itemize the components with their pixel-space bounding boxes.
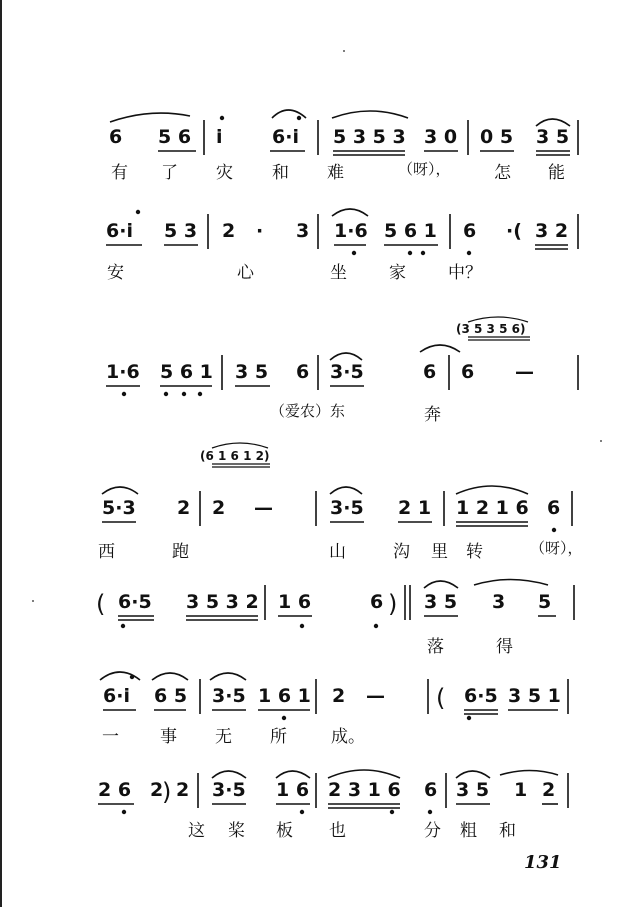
lyric: （呀），	[398, 160, 451, 178]
grace-notes: (3 5 3 5 6)	[456, 322, 526, 336]
note: 6·i	[106, 220, 133, 242]
note: 1 6 1	[258, 685, 311, 707]
lyric: 所	[270, 727, 287, 747]
note: 5·3	[102, 497, 136, 519]
lyric: 桨	[228, 821, 245, 841]
lyric: 跑	[172, 542, 189, 562]
lyric: 有	[111, 163, 128, 183]
lyric: 成。	[331, 727, 365, 747]
note: 2 1	[398, 497, 432, 519]
lyric: 难	[327, 163, 344, 183]
lyric: 山	[329, 542, 346, 562]
note: 2	[542, 779, 556, 801]
note: ·	[256, 220, 264, 242]
lyric: 西	[98, 542, 115, 562]
note: 3·5	[330, 497, 364, 519]
note: 6	[109, 126, 123, 148]
note: 3	[492, 591, 506, 613]
note: 6	[370, 591, 384, 613]
note: 2 3 1 6	[328, 779, 401, 801]
note: 6	[463, 220, 477, 242]
note: 6·5	[118, 591, 152, 613]
lyric: 家	[389, 263, 406, 283]
note: 2	[332, 685, 346, 707]
note: 6	[296, 361, 310, 383]
note: 6 5	[154, 685, 188, 707]
note: 2 6	[98, 779, 132, 801]
note: 6	[423, 361, 437, 383]
lyric: 里	[431, 542, 448, 562]
bracket: (	[436, 684, 446, 712]
lyric: 沟	[393, 542, 410, 562]
lyric: 安	[107, 263, 124, 283]
lyric: 粗	[460, 821, 477, 841]
lyric: 分	[424, 821, 441, 841]
note: 3 5	[235, 361, 269, 383]
lyric: 得	[496, 637, 513, 657]
note: —	[254, 497, 273, 519]
lyric: 一	[102, 727, 119, 747]
lyric: 了	[161, 163, 178, 183]
note: 5	[538, 591, 552, 613]
note: 3 5	[456, 779, 490, 801]
note: 3 5	[536, 126, 570, 148]
lyric: 奔	[424, 405, 441, 425]
lyric: （爱农）东	[270, 402, 346, 420]
lyric: （呀），	[530, 539, 583, 557]
note: 2	[177, 497, 191, 519]
lyric: 板	[276, 821, 293, 841]
note: 3·5	[212, 779, 246, 801]
bracket: )	[388, 590, 398, 618]
lyric: 转	[466, 542, 483, 562]
note: 5 6 1	[384, 220, 437, 242]
note: 2	[150, 779, 164, 801]
note: 6	[424, 779, 438, 801]
lyric: 中？	[448, 263, 482, 283]
note: 1 6	[278, 591, 312, 613]
lyric: 事	[160, 727, 177, 747]
note: 6·i	[272, 126, 299, 148]
note: 1	[514, 779, 528, 801]
lyric: 心	[237, 263, 254, 283]
note: 1 6	[276, 779, 310, 801]
note: i	[216, 126, 223, 148]
lyric: 能	[548, 163, 565, 183]
bracket: )	[162, 778, 172, 806]
note: ·(	[506, 220, 522, 242]
note: 5 6	[158, 126, 192, 148]
note: 3·5	[212, 685, 246, 707]
lyric: 和	[272, 163, 289, 183]
note: 5 6 1	[160, 361, 213, 383]
note: 1·6	[106, 361, 140, 383]
lyric: 这	[188, 821, 205, 841]
note: 0 5	[480, 126, 514, 148]
note: 3 5	[424, 591, 458, 613]
note: 3 5 1	[508, 685, 561, 707]
lyric: 和	[499, 821, 516, 841]
bracket: (	[96, 590, 106, 618]
note: 2	[212, 497, 226, 519]
lyric: 落	[427, 637, 444, 657]
note: 5 3	[164, 220, 198, 242]
lyric: 怎	[494, 163, 511, 183]
note: 1·6	[334, 220, 368, 242]
lyric: 无	[215, 727, 232, 747]
note: 3·5	[330, 361, 364, 383]
note: 3 0	[424, 126, 458, 148]
note: 6·5	[464, 685, 498, 707]
page-number: 131	[524, 852, 562, 873]
note: 1 2 1 6	[456, 497, 529, 519]
note: 2	[222, 220, 236, 242]
note: —	[366, 685, 385, 707]
note: 3 2	[535, 220, 569, 242]
note: 3	[296, 220, 310, 242]
note: 5 3 5 3	[333, 126, 406, 148]
note: 3 5 3 2	[186, 591, 259, 613]
note: 6	[547, 497, 561, 519]
note: —	[515, 361, 534, 383]
note: 2	[176, 779, 190, 801]
grace-notes: (6 1 6 1 2)	[200, 449, 270, 463]
note: 6·i	[103, 685, 130, 707]
note: 6	[461, 361, 475, 383]
lyric: 也	[329, 821, 346, 841]
lyric: 灾	[216, 163, 233, 183]
lyric: 坐	[330, 263, 347, 283]
